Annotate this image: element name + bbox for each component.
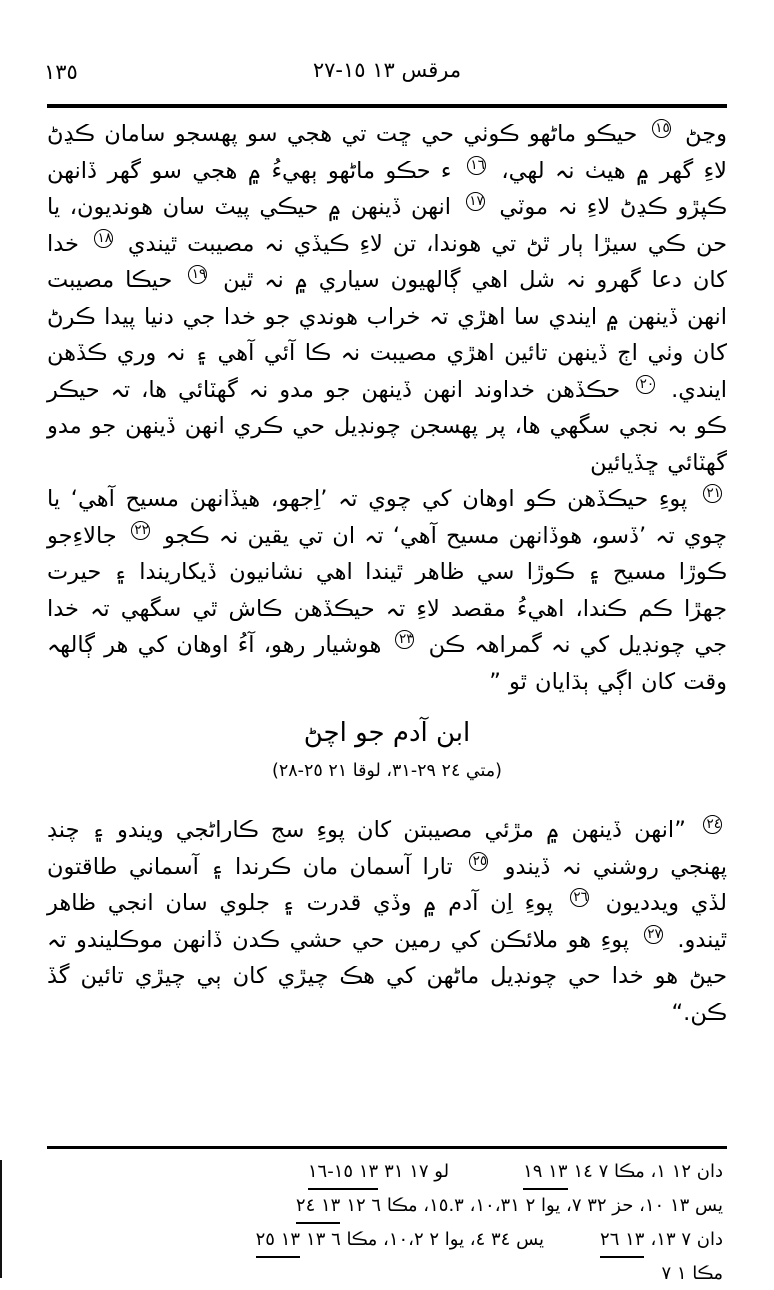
footnote-key-13-26: ١٣ ٢٦	[600, 1224, 644, 1258]
footnote-row	[47, 1258, 727, 1289]
verse-number-21: ٢١	[703, 484, 722, 503]
footnote-block	[47, 1156, 727, 1289]
page-number: ١٣٥	[44, 60, 78, 84]
verse-text-21: پوءِ حيڪڏھن ڪو اوھان کي چوي تہ ’اِجھو، ھيڏانھن مسيح آھي‘ يا چوي تہ ’ڏسو، ھوڏانھن مسيح آھي‘ تہ ان تي يقين نہ ڪجو	[47, 486, 728, 549]
footnote-text-13-26-part1: دان ٧ ١٣،	[650, 1229, 723, 1250]
verse-number-24: ٢٤	[703, 815, 722, 834]
verse-number-26: ٢٦	[570, 888, 589, 907]
verse-text-20: حڪڏھن خداوند انھن ڏينھن جو مدو نہ گھٽائي ھا، تہ حيڪر ڪو بہ نجي سگھي ھا، پر پھسجن چونڊيل حي ڪري انھن ڏينھن جو مدو گھٽائي ڇڏيائين	[47, 376, 727, 476]
footnote-row	[47, 1156, 727, 1190]
verse-text-26: پوءِ اِن آدم ۾ وڏي قدرت ۽ جلوي سان انجي ظاھر ٿيندو.	[47, 890, 728, 953]
paragraph-verses-24-27	[47, 812, 727, 1031]
verse-number-25: ٢٥	[469, 852, 488, 871]
verse-text-22: جالاءِجو ڪوڙا مسيح ۽ ڪوڙا سي ظاھر ٿيندا اھي نشانيون ڏيکاريندا ۽ حيرت جھڙا ڪم ڪندا، اھيءُ مقصد لاءِ تہ حيڪڏھن ڪاش ٿي سگھي تہ خدا جي چونڊيل کي نہ گمراھہ ڪن	[47, 522, 727, 658]
section-title: ابن آدم جو اچڻ	[303, 718, 471, 748]
footnote-text-13-19: دان ١٢ ١، مڪا ٧ ١٤	[573, 1161, 723, 1182]
verse-text-16: ء حڪو ماڻھو ٻھيءُ ۾ ھجي سو گھر ڏانھن ڪپڙو ڪڍڻ لاءِ نہ موٽي	[47, 157, 727, 220]
verse-number-16: ١٦	[467, 156, 486, 175]
verse-text-27: پوءِ ھو ملائڪن کي رمين حي حشي ڪدن ڏانھن موڪليندو تہ حيڻ ھو خدا حي چونڊيل ماڻھن کي ھڪ چيڙي کان ٻي چيڙي تائين گڏ ڪن.“	[47, 926, 727, 1026]
verse-text-23: ھوشيار رھو، آءُ اوھان کي ھر ڳالھہ وقت کان اڳي ٻڌايان ٿو ”	[47, 632, 727, 695]
verse-number-17: ١٧	[466, 192, 485, 211]
running-head	[44, 58, 730, 92]
header-rule	[47, 104, 727, 108]
verse-number-22: ٢٢	[131, 521, 150, 540]
footnote-text-13-15-16: لو ١٧ ٣١	[384, 1161, 450, 1182]
line-continuation-word: وڃڻ	[685, 121, 728, 147]
footnote-row	[47, 1224, 727, 1258]
verse-text-18: خدا کان دعا گھرو نہ شل اھي ڳالھيون سياري ۾ نہ ٿين	[47, 230, 727, 293]
footnote-key-13-15-16: ١٣ ١٥-١٦	[308, 1156, 378, 1190]
scripture-body-lower	[47, 812, 727, 1031]
footnote-key-13-19: ١٣ ١٩	[523, 1156, 567, 1190]
verse-text-15: حيڪو ماڻھو ڪوٺي حي ڇت تي ھجي سو پھسجو سامان ڪڍڻ لاءِ گھر ۾ ھيٺ نہ لھي،	[47, 121, 728, 184]
footnote-row	[47, 1190, 727, 1224]
verse-text-25: تارا آسمان مان ڪرندا ۽ آسماني طاقتون لڏي ويدديون	[47, 853, 728, 916]
verse-number-20: ٢٠	[636, 375, 655, 394]
footnote-text-13-24: يس ١٣ ١٠، حز ٣٢ ٧، يوا ٢ ١٠،٣١، ١٥.٣، مڪا ٦ ١٢	[346, 1195, 723, 1216]
verse-text-19: حيڪا مصيبت انھن ڏينھن ۾ ايندي سا اھڙي تہ خراب ھوندي جو خدا جي دنيا پيدا ڪرڻ کان وٺي اڄ ڏينھن تائين اھڙي مصيبت نہ ڪا آئي آھي ۽ نہ وري ڪڏھن ايندي.	[47, 267, 728, 403]
section-heading-block	[47, 716, 727, 783]
running-head-reference: مرقس ١٣ ١٥-٢٧	[312, 58, 462, 82]
footnote-key-13-24: ١٣ ٢٤	[296, 1190, 340, 1224]
verse-number-15: ١٥	[652, 119, 671, 138]
footnote-rule	[47, 1146, 727, 1149]
verse-text-24: ”انھن ڏينھن ۾ مڙئي مصيبتن کان پوءِ سج ڪاراڻجي ويندو ۽ چنڊ پھنجي روشني نہ ڏيندو	[47, 817, 727, 880]
paragraph-verses-15-23	[47, 116, 727, 481]
verse-text-17: انھن ڏينھن ۾ حيڪي پيٽ سان ھونديون، يا حن ڪي سيڙا ٻار ٿڻ تي ھوندا، تن لاءِ ڪيڏي نہ مصيبت ٿيندي	[47, 194, 728, 257]
footnote-text-13-26-part2: مڪا ١ ٧	[661, 1263, 723, 1284]
footnote-key-13-25: ١٣ ٢٥	[256, 1224, 300, 1258]
verse-number-18: ١٨	[94, 229, 113, 248]
footnote-text-13-25: يس ٣٤ ٤، يوا ٢ ١٠،٢، مڪا ٦ ١٣	[306, 1229, 545, 1250]
section-cross-references: (متي ٢٤ ٢٩-٣١، لوقا ٢١ ٢٥-٢٨)	[272, 761, 502, 781]
scan-edge-artifact	[0, 1160, 2, 1278]
verse-number-19: ١٩	[188, 265, 207, 284]
scripture-body-upper	[47, 116, 727, 700]
verse-number-23: ٢٣	[395, 630, 414, 649]
paragraph-verses-21-23	[47, 481, 727, 700]
verse-number-27: ٢٧	[644, 925, 663, 944]
